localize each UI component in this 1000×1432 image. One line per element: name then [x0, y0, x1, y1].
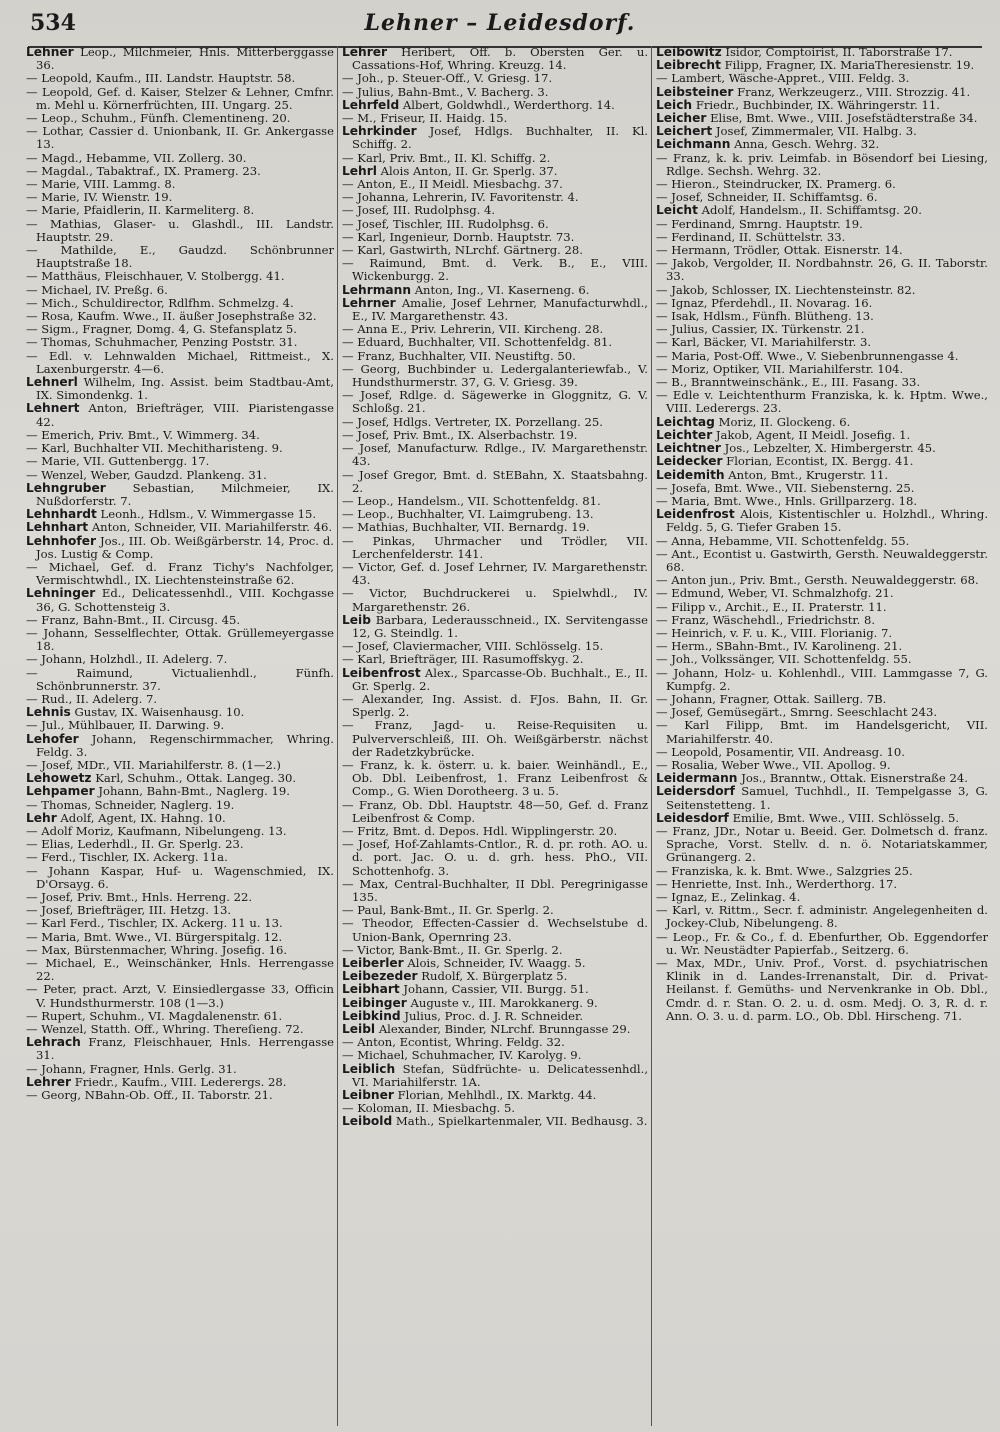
entry-text: Franz, Werkzeugerz., VIII. Strozzig. 41.	[737, 84, 971, 99]
entry-text: — Leop., Handelsm., VII. Schottenfeldg. 81.	[342, 493, 601, 508]
entry-text: — Theodor, Effecten-Cassier d. Wechselstube d. Union-Bank, Opernring 23.	[342, 916, 648, 944]
directory-entry	[342, 46, 648, 72]
directory-entry	[342, 535, 648, 561]
entry-text: — Michael, Gef. d. Franz Tichy's Nachfolger, Vermischtwhdl., IX. Liechtensteinstraße 62.	[26, 559, 334, 588]
entry-text: — Georg, Buchbinder u. Ledergalanteriewfab., V. Hundsthurmerstr. 37, G. V. Griesg. 39.	[342, 361, 648, 390]
entry-surname: Lehrfeld	[342, 97, 400, 112]
entry-text: — Johann, Sesselflechter, Ottak. Grüllemeyergasse 18.	[26, 625, 334, 654]
entry-surname: Lehner	[26, 46, 74, 59]
entry-text: Adolf, Agent, IX. Hahng. 10.	[60, 810, 226, 825]
entry-text: Leonh., Hdlsm., V. Wimmergasse 15.	[100, 507, 317, 522]
entry-surname: Leibner	[342, 1088, 394, 1103]
entry-text: — Karl Filipp, Bmt. im Handelsgericht, VII. Mariahilferstr. 40.	[656, 718, 988, 746]
entry-surname: Leicht	[656, 203, 698, 218]
entry-text: — Elias, Lederhdl., II. Gr. Sperlg. 23.	[26, 837, 244, 852]
entry-text: — Ignaz, E., Zelinkag. 4.	[656, 890, 801, 904]
entry-surname: Leich	[656, 97, 693, 112]
entry-text: — Max, Bürstenmacher, Whring. Josefig. 16.	[26, 942, 288, 957]
column-3	[656, 46, 988, 1426]
entry-surname: Leibinger	[342, 995, 407, 1010]
entry-text: — Pinkas, Uhrmacher und Trödler, VII. Lerchenfelderstr. 141.	[342, 533, 648, 561]
entry-text: — Edmund, Weber, VI. Schmalzhofg. 21.	[656, 586, 894, 601]
entry-text: — Josef, Schneider, II. Schiffamtsg. 6.	[656, 190, 878, 205]
entry-surname: Lehnhofer	[26, 533, 97, 548]
directory-entry	[342, 363, 648, 389]
entry-text: Heribert, Off. b. Obersten Ger. u. Cassations-Hof, Whring. Kreuzg. 14.	[352, 46, 648, 73]
entry-text: — Karl Ferd., Tischler, IX. Ackerg. 11 u. 13.	[26, 916, 283, 931]
entry-text: Alexander, Binder, NLrchf. Brunngasse 29.	[378, 1022, 631, 1037]
entry-text: — Josef Gregor, Bmt. d. StEBahn, X. Staatsbahng. 2.	[342, 467, 648, 495]
column-divider	[651, 46, 652, 1426]
entry-text: — Josef, Hof-Zahlamts-Cntlor., R. d. pr. roth. AO. u. d. port. Jac. O. u. d. grh. hess. PhO., VII. Schottenhofg. 3.	[342, 837, 648, 878]
entry-surname: Leichtag	[656, 414, 715, 429]
entry-surname: Lehrer	[342, 46, 387, 59]
directory-entry	[342, 257, 648, 283]
entry-text: — Julius, Bahn-Bmt., V. Bacherg. 3.	[342, 84, 549, 99]
directory-entry	[26, 1036, 334, 1062]
entry-text: Florian, Mehlhdl., IX. Marktg. 44.	[397, 1088, 597, 1103]
directory-entry	[342, 469, 648, 495]
entry-text: — Marie, VII. Guttenbergg. 17.	[26, 454, 210, 469]
entry-text: — Eduard, Buchhalter, VII. Schottenfeldg. 81.	[342, 335, 613, 350]
directory-entry	[342, 759, 648, 799]
entry-text: Stefan, Südfrüchte- u. Delicatessenhdl., VI. Mariahilferstr. 1A.	[352, 1061, 648, 1089]
entry-surname: Leibowitz	[656, 46, 722, 59]
entry-text: — Leop., Schuhm., Fünfh. Clementineng. 20.	[26, 111, 291, 126]
entry-text: — Josef, Claviermacher, VIII. Schlösselg. 15.	[342, 639, 604, 654]
directory-entry	[26, 957, 334, 983]
entry-text: — Magd., Hebamme, VII. Zollerg. 30.	[26, 150, 247, 165]
directory-entry	[26, 376, 334, 402]
entry-text: — Franziska, k. k. Bmt. Wwe., Salzgries 25.	[656, 863, 913, 878]
entry-text: — Jakob, Schlosser, IX. Liechtensteinstr. 82.	[656, 282, 916, 297]
entry-text: — Mathias, Buchhalter, VII. Bernardg. 19.	[342, 520, 590, 535]
directory-entry	[656, 957, 988, 1023]
directory-entry	[26, 733, 334, 759]
column-1	[26, 46, 334, 1426]
column-2	[342, 46, 648, 1426]
entry-text: — Ignaz, Pferdehdl., II. Novarag. 16.	[656, 295, 873, 310]
entry-text: Filipp, Fragner, IX. MariaTheresienstr. 19.	[724, 58, 975, 73]
directory-entry	[26, 482, 334, 508]
entry-text: — Joh., Volkssänger, VII. Schottenfeldg. 55.	[656, 652, 912, 667]
entry-surname: Lehrmann	[342, 282, 411, 297]
entry-text: — Michael, E., Weinschänker, Hnls. Herrengasse 22.	[26, 956, 334, 984]
entry-surname: Leidemith	[656, 467, 725, 482]
entry-text: — Jul., Mühlbauer, II. Darwing. 9.	[26, 718, 225, 733]
entry-text: — Mich., Schuldirector, Rdlfhm. Schmelzg. 4.	[26, 295, 294, 310]
directory-entry	[342, 917, 648, 943]
entry-text: Anton, Bmt., Krugerstr. 11.	[728, 467, 889, 482]
entry-text: — Josefa, Bmt. Wwe., VII. Siebensterng. 25.	[656, 480, 915, 495]
entry-surname: Leib	[342, 612, 371, 627]
entry-text: — Karl, v. Rittm., Secr. f. administr. Angelegenheiten d. Jockey-Club, Nibelungeng. 8.	[656, 903, 988, 931]
entry-text: — Anna, Hebamme, VII. Schottenfeldg. 55.	[656, 533, 910, 548]
directory-entry	[342, 614, 648, 640]
entry-text: — Lambert, Wäsche-Appret., VIII. Feldg. 3.	[656, 71, 910, 86]
directory-entry	[656, 257, 988, 283]
entry-text: — Johann, Fragner, Ottak. Saillerg. 7B.	[656, 691, 887, 706]
entry-text: Franz, Fleischhauer, Hnls. Herrengasse 31.	[36, 1035, 334, 1063]
entry-text: — Anna E., Priv. Lehrerin, VII. Kircheng. 28.	[342, 322, 604, 337]
entry-text: Alois Anton, II. Gr. Sperlg. 37.	[380, 163, 558, 178]
entry-text: Isidor, Comptoirist, II. Taborstraße 17.	[725, 46, 953, 59]
entry-surname: Leibkind	[342, 1008, 401, 1023]
entry-text: — Johann, Holz- u. Kohlenhdl., VIII. Lammgasse 7, G. Kumpfg. 2.	[656, 665, 988, 693]
entry-text: — Joh., p. Steuer-Off., V. Griesg. 17.	[342, 71, 553, 86]
entry-text: — Josef, Gemüsegärt., Smrng. Seeschlacht 243.	[656, 705, 938, 720]
entry-text: — Josef, Briefträger, III. Hetzg. 13.	[26, 903, 232, 918]
entry-surname: Leicher	[656, 111, 707, 126]
entry-text: — Maria, Bmt. Wwe., VI. Bürgerspitalg. 12.	[26, 929, 283, 944]
entry-text: — Marie, IV. Wienstr. 19.	[26, 190, 173, 205]
entry-text: Rudolf, X. Bürgerplatz 5.	[421, 969, 568, 984]
entry-text: — Max, MDr., Univ. Prof., Vorst. d. psychiatrischen Klinik in d. Landes-Irrenanstalt, Dir. d. Privat-Heilanst. f. Gemüths- und Nervenkranke in Ob. Dbl., Cmdr. d. r. Stan. O. 2. u. d. osm. Medj. O. 3, R. d. r. Ann. O. 3. u. d. parm. LO., Ob. Dbl. Hirscheng. 71.	[656, 956, 988, 1023]
directory-entry	[342, 389, 648, 415]
entry-surname: Leibhart	[342, 982, 400, 997]
directory-entry	[342, 693, 648, 719]
entry-text: Anton, Briefträger, VIII. Piaristengasse 42.	[36, 401, 334, 429]
directory-entry	[342, 799, 648, 825]
entry-surname: Lehrl	[342, 163, 377, 178]
entry-text: — Johann, Fragner, Hnls. Gerlg. 31.	[26, 1061, 237, 1076]
entry-text: — Ferdinand, Smrng. Hauptstr. 19.	[656, 216, 863, 231]
entry-text: — Leop., Fr. & Co., f. d. Ebenfurther, Ob. Eggendorfer u. Wr. Neustädter Papierfab., Seitzerg. 6.	[656, 929, 988, 957]
entry-surname: Leidersdorf	[656, 784, 735, 799]
directory-entry	[656, 825, 988, 865]
entry-text: — Victor, Buchdruckerei u. Spielwhdl., IV. Margarethenstr. 26.	[342, 586, 648, 614]
entry-surname: Leibl	[342, 1022, 376, 1037]
entry-text: — Wenzel, Statth. Off., Whring. Thereſieng. 72.	[26, 1022, 304, 1037]
directory-entry	[342, 1115, 648, 1128]
entry-surname: Lehowetz	[26, 771, 92, 786]
entry-text: — Rosa, Kaufm. Wwe., II. äußer Josephstraße 32.	[26, 309, 317, 324]
entry-text: — Rupert, Schuhm., VI. Magdalenenstr. 61.	[26, 1008, 283, 1023]
entry-text: Julius, Proc. d. J. R. Schneider.	[404, 1008, 584, 1023]
entry-surname: Lehrkinder	[342, 124, 417, 139]
entry-text: Anton, Schneider, VII. Mariahilferstr. 46.	[91, 520, 333, 535]
entry-text: — Thomas, Schuhmacher, Penzing Poststr. 31.	[26, 335, 298, 350]
directory-entry	[656, 667, 988, 693]
entry-surname: Lehpamer	[26, 784, 95, 799]
directory-entry	[342, 125, 648, 151]
entry-surname: Leichert	[656, 124, 713, 139]
entry-text: — Ferd., Tischler, IX. Ackerg. 11a.	[26, 850, 228, 865]
entry-text: — Karl, Priv. Bmt., II. Kl. Schiffg. 2.	[342, 150, 551, 165]
entry-text: — Franz, k. k. österr. u. k. baier. Weinhändl., E., Ob. Dbl. Leibenfrost, 1. Franz Leibenfrost & Comp., G. Wien Dorotheerg. 3 u. 5.	[342, 757, 648, 799]
entry-text: — Hieron., Steindrucker, IX. Pramerg. 6.	[656, 177, 896, 192]
entry-text: — Franz, k. k. priv. Leimfab. in Bösendorf bei Liesing, Rdlge. Sechsh. Wehrg. 32.	[656, 150, 988, 178]
entry-text: — Rud., II. Adelerg. 7.	[26, 691, 158, 706]
entry-text: Sebastian, Milchmeier, IX. Nußdorferstr. 7.	[36, 480, 334, 508]
entry-text: Samuel, Tuchhdl., II. Tempelgasse 3, G. Seitenstetteng. 1.	[666, 784, 988, 812]
entry-text: — Michael, IV. Preßg. 6.	[26, 282, 168, 297]
entry-text: Elise, Bmt. Wwe., VIII. Josefstädterstraße 34.	[710, 111, 978, 126]
entry-text: — B., Branntweinschänk., E., III. Fasang. 33.	[656, 375, 921, 390]
entry-text: Amalie, Josef Lehrner, Manufacturwhdl., E., IV. Margarethenstr. 43.	[352, 295, 648, 324]
directory-entry	[26, 402, 334, 428]
entry-text: — Anton, E., II Meidl. Miesbachg. 37.	[342, 177, 563, 192]
entry-text: — Josef, Manufacturw. Rdlge., IV. Margarethenstr. 43.	[342, 441, 648, 469]
directory-entry	[656, 785, 988, 811]
entry-text: — Franz, Jagd- u. Reise-Requisiten u. Pulververschleiß, III. Oh. Weißgärberstr. nächst der Radetzkybrücke.	[342, 718, 648, 759]
directory-entry	[656, 152, 988, 178]
directory-entry	[26, 865, 334, 891]
entry-text: Gustav, IX. Waisenhausg. 10.	[74, 705, 245, 720]
entry-text: — Karl, Buchhalter VII. Mechitharisteng. 9.	[26, 441, 283, 456]
directory-entry	[26, 627, 334, 653]
entry-text: Albert, Goldwhdl., Werderthorg. 14.	[402, 97, 615, 112]
entry-text: Jos., Lebzelter, X. Himbergerstr. 45.	[724, 441, 936, 456]
entry-text: Wilhelm, Ing. Assist. beim Stadtbau-Amt, IX. Simondenkg. 1.	[36, 375, 334, 403]
entry-text: — Paul, Bank-Bmt., II. Gr. Sperlg. 2.	[342, 903, 554, 918]
entry-text: Johann, Bahn-Bmt., Naglerg. 19.	[98, 784, 290, 799]
entry-text: Adolf, Handelsm., II. Schiffamtsg. 20.	[701, 203, 922, 218]
columns-container	[26, 46, 988, 1426]
entry-text: — Mathias, Glaser- u. Glashdl., III. Landstr. Hauptstr. 29.	[26, 216, 334, 244]
entry-text: — Fritz, Bmt. d. Depos. Hdl. Wipplingerstr. 20.	[342, 823, 618, 838]
directory-entry	[342, 442, 648, 468]
entry-text: — Franz, Buchhalter, VII. Neustiftg. 50.	[342, 348, 576, 363]
entry-text: — Adolf Moriz, Kaufmann, Nibelungeng. 13.	[26, 823, 287, 838]
entry-surname: Lehnhart	[26, 520, 89, 535]
directory-entry	[26, 1089, 334, 1102]
entry-text: Auguste v., III. Marokkanerg. 9.	[410, 995, 598, 1010]
entry-text: — Johann Kaspar, Huf- u. Wagenschmied, IX. D'Orsayg. 6.	[26, 863, 334, 891]
entry-text: — Karl, Gastwirth, NLrchf. Gärtnerg. 28.	[342, 243, 583, 258]
entry-text: — Magdal., Tabaktraf., IX. Pramerg. 23.	[26, 163, 261, 178]
directory-entry	[26, 561, 334, 587]
entry-text: Josef, Zimmermaler, VII. Halbg. 3.	[715, 124, 917, 139]
directory-entry	[342, 719, 648, 759]
directory-entry	[656, 389, 988, 415]
entry-surname: Leibezeder	[342, 969, 418, 984]
entry-text: — Thomas, Schneider, Naglerg. 19.	[26, 797, 235, 812]
entry-text: Barbara, Lederausschneid., IX. Servitengasse 12, G. Steindlg. 1.	[352, 612, 648, 640]
entry-surname: Lehnert	[26, 401, 80, 416]
entry-text: — Julius, Cassier, IX. Türkenstr. 21.	[656, 322, 865, 337]
entry-text: — Josef, Rdlge. d. Sägewerke in Gloggnitz, G. V. Schloßg. 21.	[342, 388, 648, 416]
entry-text: — Raimund, Bmt. d. Verk. B., E., VIII. Wickenburgg. 2.	[342, 256, 648, 284]
entry-text: — Heinrich, v. F. u. K., VIII. Florianig. 7.	[656, 625, 893, 640]
entry-text: — Max, Central-Buchhalter, II Dbl. Peregrinigasse 135.	[342, 876, 648, 904]
entry-text: — Anton jun., Priv. Bmt., Gersth. Neuwaldeggerstr. 68.	[656, 573, 979, 588]
entry-text: — Koloman, II. Miesbachg. 5.	[342, 1101, 516, 1116]
entry-surname: Leidesdorf	[656, 810, 729, 825]
entry-surname: Leibenfrost	[342, 665, 421, 680]
entry-text: Anna, Gesch. Wehrg. 32.	[734, 137, 880, 152]
entry-text: Math., Spielkartenmaler, VII. Bedhausg. 3.	[395, 1114, 648, 1129]
entry-text: — Lothar, Cassier d. Unionbank, II. Gr. Ankergasse 13.	[26, 124, 334, 152]
entry-surname: Leibrecht	[656, 58, 721, 73]
entry-text: — Franz, Bahn-Bmt., II. Circusg. 45.	[26, 612, 241, 627]
entry-text: Anton, Ing., VI. Kaserneng. 6.	[414, 282, 590, 297]
directory-entry	[26, 86, 334, 112]
page-number: 534	[30, 10, 76, 36]
entry-text: — Victor, Bank-Bmt., II. Gr. Sperlg. 2.	[342, 942, 563, 957]
directory-entry	[26, 350, 334, 376]
entry-surname: Leichmann	[656, 137, 731, 152]
entry-text: — Maria, Post-Off. Wwe., V. Siebenbrunnengasse 4.	[656, 348, 959, 363]
directory-entry	[342, 878, 648, 904]
directory-entry	[342, 838, 648, 878]
directory-entry	[342, 297, 648, 323]
column-divider	[337, 46, 338, 1426]
entry-text: — Karl, Briefträger, III. Rasumoffskyg. 2.	[342, 652, 584, 667]
entry-surname: Lehnhardt	[26, 507, 97, 522]
entry-text: — M., Friseur, II. Haidg. 15.	[342, 111, 508, 126]
directory-entry	[342, 587, 648, 613]
entry-surname: Leidermann	[656, 771, 738, 786]
entry-text: — Josef, Hdlgs. Vertreter, IX. Porzellang. 25.	[342, 414, 603, 429]
entry-text: Jos., Branntw., Ottak. Eisnerstraße 24.	[741, 771, 968, 786]
entry-text: — Raimund, Victualienhdl., Fünfh. Schönbrunnerstr. 37.	[26, 665, 334, 693]
entry-text: — Josef, Priv. Bmt., Hnls. Herreng. 22.	[26, 890, 253, 904]
entry-surname: Lehr	[26, 810, 57, 825]
entry-surname: Lehrer	[26, 1074, 71, 1089]
directory-entry	[656, 508, 988, 534]
directory-entry	[656, 548, 988, 574]
entry-text: — Edl. v. Lehnwalden Michael, Rittmeist., X. Laxenburgerstr. 4—6.	[26, 348, 334, 376]
entry-text: — Franz, Ob. Dbl. Hauptstr. 48—50, Gef. d. Franz Leibenfrost & Comp.	[342, 797, 648, 825]
directory-entry	[26, 218, 334, 244]
directory-entry	[656, 931, 988, 957]
entry-text: — Isak, Hdlsm., Fünfh. Blütheng. 13.	[656, 309, 874, 324]
page-header	[0, 6, 1000, 46]
directory-entry	[26, 667, 334, 693]
entry-text: — Herm., SBahn-Bmt., IV. Karolineng. 21.	[656, 639, 903, 654]
entry-text: — Matthäus, Fleischhauer, V. Stolbergg. 41.	[26, 269, 285, 284]
entry-text: — Wenzel, Weber, Gaudzd. Plankeng. 31.	[26, 467, 267, 482]
entry-text: — Marie, Pfaidlerin, II. Karmeliterg. 8.	[26, 203, 255, 218]
entry-text: — Edle v. Leichtenthurm Franziska, k. k. Hptm. Wwe., VIII. Lederergs. 23.	[656, 388, 988, 416]
entry-text: — Josef, III. Rudolphsg. 4.	[342, 203, 496, 218]
directory-entry	[342, 667, 648, 693]
entry-text: — Victor, Gef. d. Josef Lehrner, IV. Margarethenstr. 43.	[342, 559, 648, 588]
entry-surname: Leichtner	[656, 441, 721, 456]
entry-surname: Lehofer	[26, 731, 79, 746]
directory-entry	[26, 244, 334, 270]
entry-surname: Lehrach	[26, 1035, 81, 1050]
entry-text: — Filipp v., Archit., E., II. Praterstr. 11.	[656, 599, 887, 614]
entry-text: Leop., Milchmeier, Hnls. Mitterberggasse 36.	[36, 46, 334, 73]
entry-text: — Rosalia, Weber Wwe., VII. Apollog. 9.	[656, 757, 891, 772]
entry-text: Ed., Delicatessenhdl., VIII. Kochgasse 36, G. Schottensteig 3.	[36, 586, 334, 614]
entry-text: Karl, Schuhm., Ottak. Langeg. 30.	[95, 771, 297, 786]
entry-text: Josef, Hdlgs. Buchhalter, II. Kl. Schiffg. 2.	[352, 124, 648, 152]
entry-text: — Karl, Bäcker, VI. Mariahilferstr. 3.	[656, 335, 872, 350]
entry-text: Friedr., Buchbinder, IX. Währingerstr. 11.	[695, 97, 940, 112]
directory-entry	[26, 587, 334, 613]
directory-entry	[26, 983, 334, 1009]
entry-text: — Emerich, Priv. Bmt., V. Wimmerg. 34.	[26, 427, 260, 442]
entry-text: — Franz, JDr., Notar u. Beeid. Ger. Dolmetsch d. franz. Sprache, Vorst. Stellv. d. n. ö. Notariatskammer, Grünangerg. 2.	[656, 823, 988, 865]
directory-entry	[342, 1063, 648, 1089]
entry-surname: Lehnis	[26, 705, 71, 720]
entry-text: — Marie, VIII. Lammg. 8.	[26, 177, 176, 192]
entry-text: — Mathilde, E., Gaudzd. Schönbrunner Hauptstraße 18.	[26, 243, 334, 271]
entry-text: — Johann, Holzhdl., II. Adelerg. 7.	[26, 652, 228, 667]
entry-text: Moriz, II. Glockeng. 6.	[718, 414, 851, 429]
entry-text: Jos., III. Ob. Weißgärberstr. 14, Proc. d. Jos. Lustig & Comp.	[36, 533, 334, 561]
entry-text: — Josef, MDr., VII. Mariahilferstr. 8. (1—2.)	[26, 757, 281, 772]
entry-text: — Karl, Ingenieur, Dornb. Hauptstr. 73.	[342, 229, 575, 244]
entry-text: Jakob, Agent, II Meidl. Josefig. 1.	[715, 427, 911, 442]
entry-text: — Sigm., Fragner, Domg. 4, G. Stefansplatz 5.	[26, 322, 297, 337]
entry-text: — Johanna, Lehrerin, IV. Favoritenstr. 4.	[342, 190, 579, 205]
entry-text: — Michael, Schuhmacher, IV. Karolyg. 9.	[342, 1048, 582, 1063]
entry-text: — Leop., Buchhalter, VI. Laimgrubeng. 13.	[342, 507, 594, 522]
entry-surname: Leichter	[656, 427, 713, 442]
entry-surname: Lehnerl	[26, 375, 78, 390]
entry-text: — Henriette, Inst. Inh., Werderthorg. 17.	[656, 876, 898, 891]
entry-text: — Alexander, Ing. Assist. d. FJos. Bahn, II. Gr. Sperlg. 2.	[342, 691, 648, 720]
entry-text: — Moriz, Optiker, VII. Mariahilferstr. 104.	[656, 361, 904, 376]
directory-entry	[656, 719, 988, 745]
entry-text: — Leopold, Kaufm., III. Landstr. Hauptstr. 58.	[26, 71, 296, 86]
entry-text: — Ferdinand, II. Schüttelstr. 33.	[656, 229, 846, 244]
entry-text: — Georg, NBahn-Ob. Off., II. Taborstr. 21.	[26, 1088, 273, 1103]
entry-surname: Leiblich	[342, 1061, 396, 1076]
running-title: Lehner – Leidesdorf.	[364, 10, 636, 36]
entry-text: Friedr., Kaufm., VIII. Lederergs. 28.	[74, 1074, 287, 1089]
entry-text: — Hermann, Trödler, Ottak. Eisnerstr. 14.	[656, 243, 903, 258]
entry-surname: Lehngruber	[26, 480, 106, 495]
entry-text: — Josef, Priv. Bmt., IX. Alserbachstr. 19.	[342, 427, 578, 442]
entry-text: Emilie, Bmt. Wwe., VIII. Schlösselg. 5.	[732, 810, 960, 825]
directory-entry	[342, 561, 648, 587]
entry-text: Alois, Kistentischler u. Holzhdl., Whring. Feldg. 5, G. Tiefer Graben 15.	[666, 507, 988, 535]
entry-text: Johann, Regenschirmmacher, Whring. Feldg. 3.	[36, 731, 334, 759]
directory-entry	[26, 535, 334, 561]
entry-surname: Leibsteiner	[656, 84, 734, 99]
directory-entry	[656, 904, 988, 930]
entry-text: — Leopold, Gef. d. Kaiser, Stelzer & Lehner, Cmfnr. m. Mehl u. Körnerfrüchten, III. Ungarg. 25.	[26, 84, 334, 112]
entry-text: Florian, Econtist, IX. Bergg. 41.	[726, 454, 914, 469]
directory-entry	[26, 46, 334, 72]
entry-text: — Anton, Econtist, Whring. Feldg. 32.	[342, 1035, 565, 1050]
entry-text: Johann, Cassier, VII. Burgg. 51.	[403, 982, 589, 997]
entry-text: — Franz, Wäschehdl., Friedrichstr. 8.	[656, 612, 876, 627]
entry-text: — Leopold, Posamentir, VII. Andreasg. 10.	[656, 744, 905, 759]
entry-surname: Leidenfrost	[656, 507, 735, 522]
entry-text: — Maria, Bmt. Wwe., Hnls. Grillparzerg. 18.	[656, 493, 918, 508]
entry-text: — Josef, Tischler, III. Rudolphsg. 6.	[342, 216, 549, 231]
entry-surname: Lehninger	[26, 586, 96, 601]
entry-text: — Jakob, Vergolder, II. Nordbahnstr. 26, G. II. Taborstr. 33.	[656, 256, 988, 284]
entry-text: Alois, Schneider, IV. Waagg. 5.	[407, 956, 586, 971]
entry-surname: Leidecker	[656, 454, 723, 469]
entry-text: — Peter, pract. Arzt, V. Einsiedlergasse 33, Officin V. Hundsthurmerstr. 108 (1—3.)	[26, 982, 334, 1010]
entry-surname: Leibold	[342, 1114, 393, 1129]
entry-text: Alex., Sparcasse-Ob. Buchhalt., E., II. Gr. Sperlg. 2.	[352, 665, 648, 693]
entry-surname: Leiberler	[342, 956, 404, 971]
entry-text: — Ant., Econtist u. Gastwirth, Gersth. Neuwaldeggerstr. 68.	[656, 546, 988, 574]
directory-entry	[26, 125, 334, 151]
entry-surname: Lehrner	[342, 295, 396, 310]
